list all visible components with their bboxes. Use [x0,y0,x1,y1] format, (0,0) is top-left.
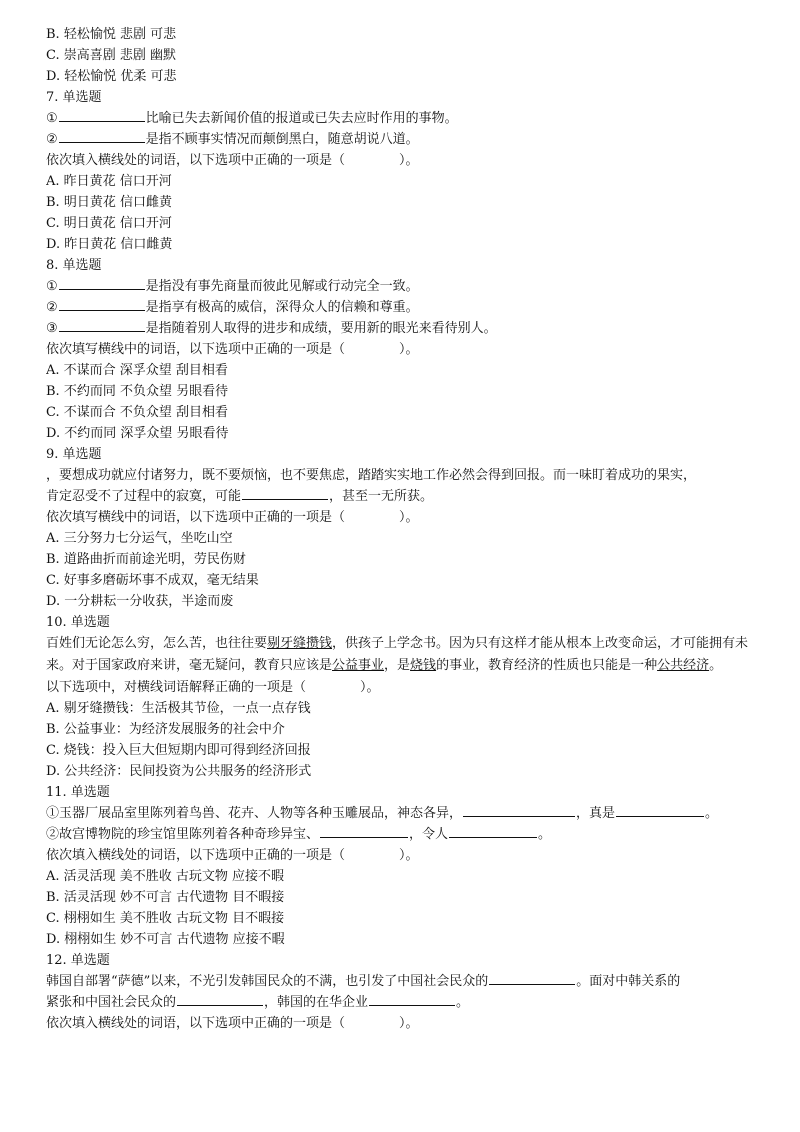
paragraph-line-1 [46,971,754,992]
paragraph-line-2 [46,992,754,1013]
sentence-text: 是指没有事先商量而彼此见解或行动完全一致。 [145,279,419,294]
blank-2 [59,129,145,143]
option-a[interactable]: A. 三分努力七分运气，坐吃山空 [46,531,233,546]
option-c[interactable]: C. 崇高喜剧 悲剧 幽默 [46,48,177,63]
option-c[interactable]: C. 不谋而合 不负众望 刮目相看 [46,405,229,420]
sentence-marker: ② [46,132,58,147]
question-12 [46,950,754,1034]
option-b[interactable]: B. 公益事业：为经济发展服务的社会中介 [46,722,285,737]
sentence-2 [46,297,754,318]
blank-4 [449,824,537,838]
blank-1 [242,486,328,500]
question-11 [46,782,754,950]
sentence-text: 是指享有极高的威信，深得众人的信赖和尊重。 [145,300,419,315]
prompt-text: 依次填入横线处的词语，以下选项中正确的一项是（ [46,153,346,168]
question-9 [46,444,754,612]
option-d[interactable]: D. 一分耕耘一分收获，半途而废 [46,594,234,609]
sentence-marker: ② [46,300,58,315]
option-b[interactable]: B. 活灵活现 妙不可言 古代遗物 目不暇接 [46,890,285,905]
option-b[interactable]: B. 不约而同 不负众望 另眼看待 [46,384,229,399]
option-d[interactable]: D. 栩栩如生 妙不可言 古代遗物 应接不暇 [46,932,285,947]
underlined-term: 剔牙缝攒钱 [267,636,333,651]
sentence-text: ，令人 [409,827,449,842]
option-d[interactable]: D. 公共经济：民间投资为公共服务的经济形式 [46,764,312,779]
blank-3 [59,318,145,332]
option-a[interactable]: A. 昨日黄花 信口开河 [46,174,172,189]
option-b[interactable]: B. 轻松愉悦 悲剧 可悲 [46,27,177,42]
paragraph-text: ，韩国的在华企业 [264,995,369,1010]
option-d[interactable]: D. 轻松愉悦 优柔 可悲 [46,69,177,84]
prompt-text: 依次填入横线处的词语，以下选项中正确的一项是（ [46,1016,346,1031]
question-header: 7. 单选题 [46,90,102,105]
sentence-text: ，真是 [576,806,616,821]
question-paragraph [46,633,754,677]
sentence-marker: ① [46,111,58,126]
question-prompt [46,845,754,866]
paragraph-text: ，供孩子上学念书。因为只有这样才能从根本上改变命运，才可能拥有未来。对于国家政府来讲，毫无疑问，教育只应该是 [46,636,749,673]
sentence-marker: ① [46,279,58,294]
paragraph-text: 百姓们无论怎么穷，怎么苦，也往往要 [46,636,268,651]
sentence-text: 。 [538,827,552,842]
sentence-3 [46,318,754,339]
sentence-text: 。 [705,806,719,821]
question-header: 12. 单选题 [46,953,110,968]
prompt-text: 依次填写横线中的词语，以下选项中正确的一项是（ [46,510,346,525]
sentence-text: 比喻已失去新闻价值的报道或已失去应时作用的事物。 [145,111,458,126]
blank-2 [59,297,145,311]
question-prompt [46,339,754,360]
question-prompt [46,507,754,528]
option-a[interactable]: A. 活灵活现 美不胜收 古玩文物 应接不暇 [46,869,285,884]
prompt-text: 以下选项中，对横线词语解释正确的一项是（ [46,680,307,695]
paragraph-line-1: ，要想成功就应付诸努力，既不要烦恼，也不要焦虑，踏踏实实地工作必然会得到回报。而一味盯着成功的果实， [46,468,697,483]
sentence-2 [46,129,754,150]
paragraph-text: 的事业，教育经济的性质也只能是一种 [436,658,658,673]
prompt-text: 依次填入横线处的词语，以下选项中正确的一项是（ [46,848,346,863]
prompt-text: 依次填写横线中的词语，以下选项中正确的一项是（ [46,342,346,357]
option-c[interactable]: C. 明日黄花 信口开河 [46,216,172,231]
question-header: 9. 单选题 [46,447,102,462]
paragraph-text: 。 [709,658,723,673]
option-b[interactable]: B. 道路曲折而前途光明，劳民伤财 [46,552,246,567]
option-c[interactable]: C. 好事多磨砺坏事不成双，毫无结果 [46,573,259,588]
blank-1 [489,971,575,985]
paragraph-text: 肯定忍受不了过程中的寂寞，可能 [46,489,242,504]
question-prompt [46,150,754,171]
paragraph-text: 紧张和中国社会民众的 [46,995,177,1010]
question-header: 10. 单选题 [46,615,110,630]
prompt-end: ）。 [399,848,419,863]
prompt-end: ）。 [399,153,419,168]
sentence-text: 是指不顾事实情况而颠倒黑白，随意胡说八道。 [145,132,419,147]
option-d[interactable]: D. 昨日黄花 信口雌黄 [46,237,173,252]
paragraph-text: ，是 [384,658,411,673]
blank-2 [616,803,704,817]
blank-2 [177,992,263,1006]
sentence-marker: ③ [46,321,58,336]
question-7 [46,87,754,255]
sentence-text: ①玉器厂展品室里陈列着鸟兽、花卉、人物等各种玉雕展品，神态各异， [46,806,463,821]
option-d[interactable]: D. 不约而同 深孚众望 另眼看待 [46,426,229,441]
question-prompt [46,677,754,698]
question-header: 8. 单选题 [46,258,102,273]
underlined-term: 烧钱 [410,658,437,673]
blank-3 [320,824,408,838]
option-a[interactable]: A. 剔牙缝攒钱：生活极其节俭，一点一点存钱 [46,701,311,716]
option-c[interactable]: C. 烧钱：投入巨大但短期内即可得到经济回报 [46,743,311,758]
sentence-text: 是指随着别人取得的进步和成绩，要用新的眼光来看待别人。 [145,321,497,336]
underlined-term: 公益事业 [332,658,385,673]
blank-1 [59,108,145,122]
paragraph-text: 。面对中韩关系的 [576,974,681,989]
sentence-1 [46,108,754,129]
sentence-1 [46,803,754,824]
sentence-text: ②故宫博物院的珍宝馆里陈列着各种奇珍异宝、 [46,827,320,842]
underlined-term: 公共经济 [657,658,710,673]
option-b[interactable]: B. 明日黄花 信口雌黄 [46,195,172,210]
option-c[interactable]: C. 栩栩如生 美不胜收 古玩文物 目不暇接 [46,911,285,926]
blank-3 [369,992,455,1006]
paragraph-text: 韩国自部署“萨德”以来，不光引发韩国民众的不满，也引发了中国社会民众的 [46,974,489,989]
prompt-end: ）。 [399,342,419,357]
question-header: 11. 单选题 [46,785,110,800]
blank-1 [463,803,575,817]
question-8 [46,255,754,444]
prompt-end: ）。 [399,1016,419,1031]
prompt-end: ）。 [360,680,380,695]
prompt-end: ）。 [399,510,419,525]
question-6 [46,24,754,87]
option-a[interactable]: A. 不谋而合 深孚众望 刮目相看 [46,363,228,378]
blank-1 [59,276,145,290]
paragraph-line-2 [46,486,754,507]
paragraph-text: ，甚至一无所获。 [329,489,434,504]
sentence-1 [46,276,754,297]
sentence-2 [46,824,754,845]
question-10 [46,612,754,782]
question-prompt [46,1013,754,1034]
paragraph-text: 。 [456,995,470,1010]
